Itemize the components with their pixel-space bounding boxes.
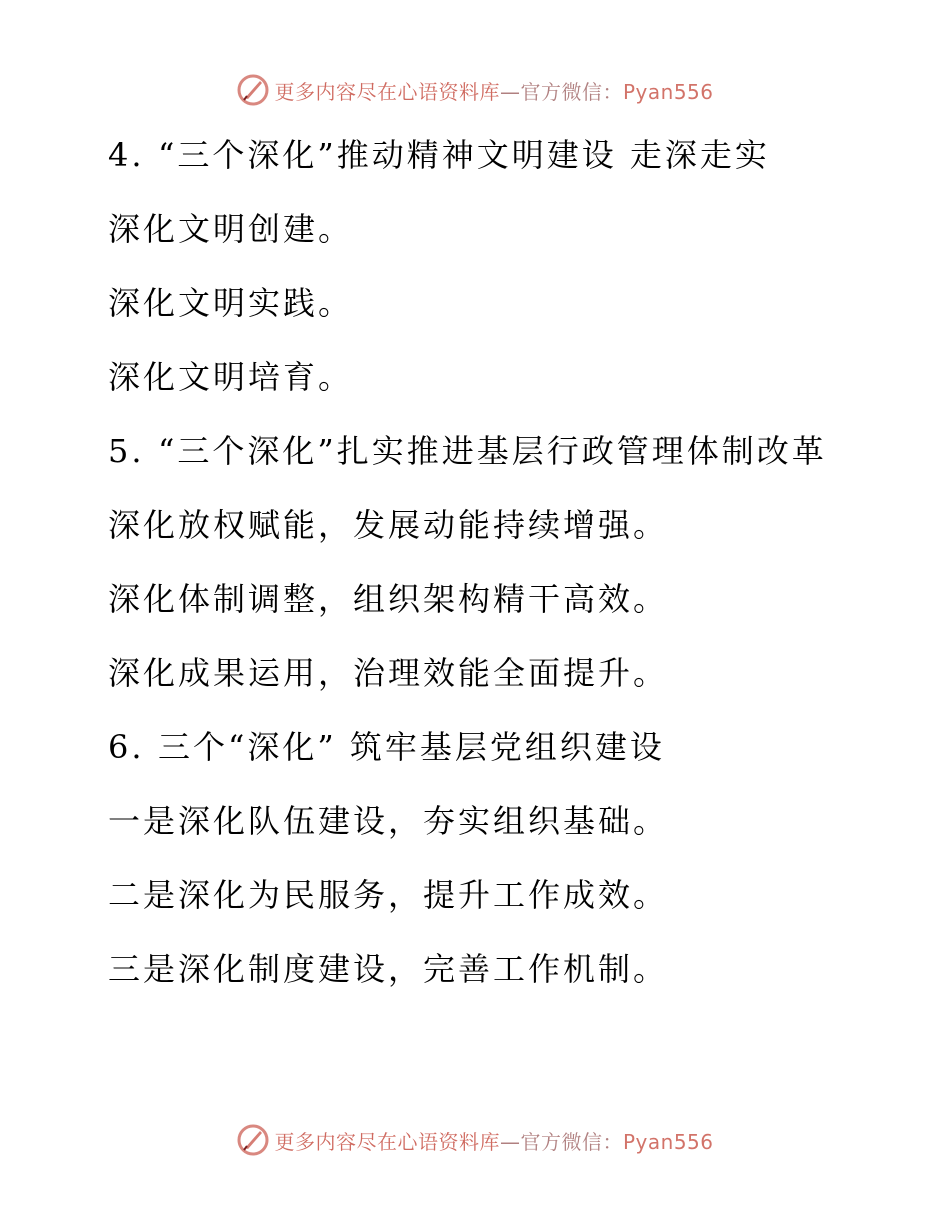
section-number: 4. [108,136,145,174]
watermark-brand: 更多内容尽在心语资料库 [274,79,500,104]
list-item: 深化体制调整，组织架构精干高效。 [108,580,669,618]
section-heading [108,118,908,192]
watermark-handle: Pyan556 [622,1129,714,1154]
list-item: 深化成果运用，治理效能全面提升。 [108,654,669,692]
watermark-header [0,72,950,108]
list-item: 二是深化为民服务，提升工作成效。 [108,876,669,914]
watermark-text [274,1126,713,1155]
section-heading [108,414,908,488]
quill-logo-icon [236,1123,270,1157]
section-number: 5. [108,432,145,470]
document-body [108,118,908,1006]
section-title: 三个“深化” 筑牢基层党组织建设 [158,728,665,766]
watermark-handle: Pyan556 [622,79,714,104]
watermark-dash: — [499,79,521,104]
watermark-brand: 更多内容尽在心语资料库 [274,1129,500,1154]
watermark-text [274,76,713,105]
section-title: “三个深化”扎实推进基层行政管理体制改革 [158,432,827,470]
section-number: 6. [108,728,145,766]
quill-logo-icon [236,73,270,107]
section-heading [108,710,908,784]
list-item: 三是深化制度建设，完善工作机制。 [108,950,669,988]
watermark-label: 官方微信： [520,1129,623,1154]
list-item: 深化文明创建。 [108,210,354,248]
list-item: 深化放权赋能，发展动能持续增强。 [108,506,669,544]
list-item: 深化文明实践。 [108,284,354,322]
watermark-footer [0,1122,950,1158]
list-item: 深化文明培育。 [108,358,354,396]
watermark-dash: — [499,1129,521,1154]
section-title: “三个深化”推动精神文明建设 走深走实 [158,136,770,174]
list-item: 一是深化队伍建设，夯实组织基础。 [108,802,669,840]
watermark-label: 官方微信： [520,79,623,104]
